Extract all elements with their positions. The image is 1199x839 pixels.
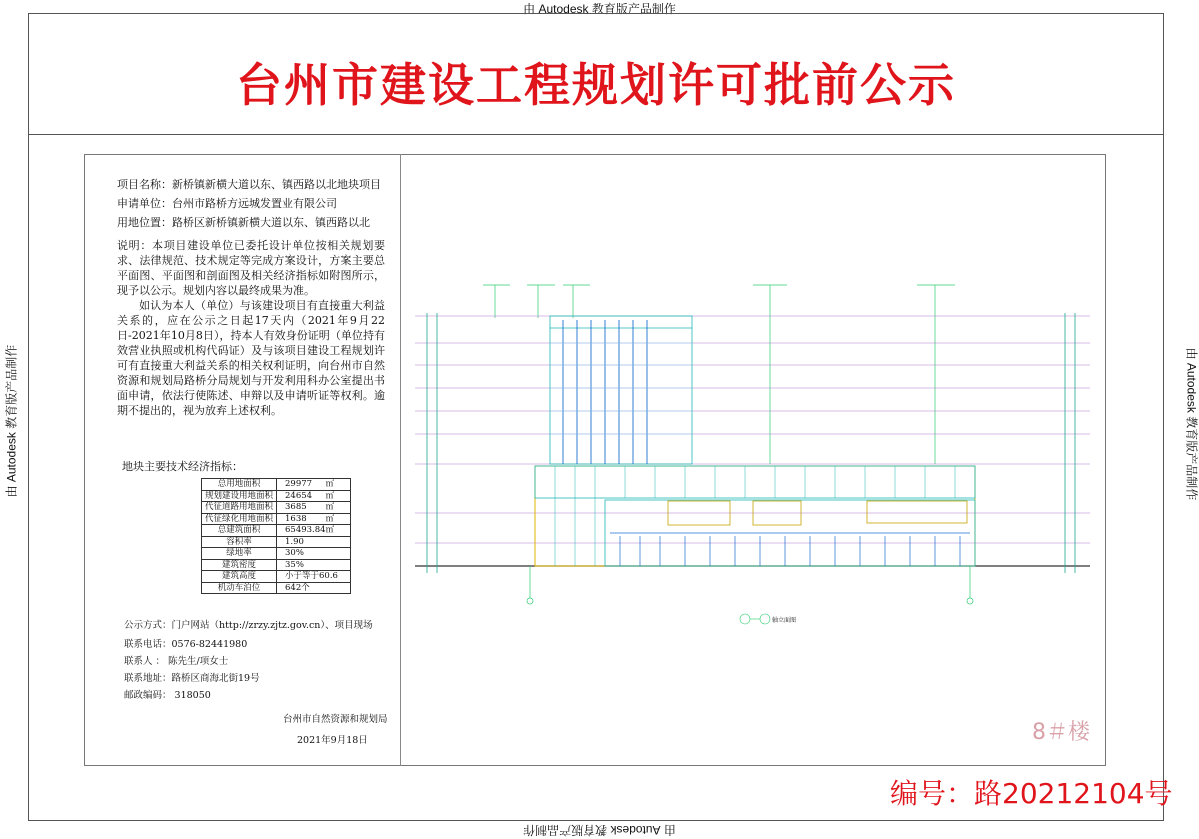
description-paragraph-2: 如认为本人（单位）与该建设项目有直接重大利益关系的，应在公示之日起17天内（2021年9月22日-2021年10月8日），持本人有效身份证明（单位持有效营业执照或机构代码证）及与该项目建设工程规划许可有直接重大利益关系的相关权利证明，向台州市自然资源和规划局路桥分局规划与开发利用科办公室提出书面申请，依法行使陈述、申辩以及申请听证等权利。逾期不提出的，视为放弃上述权利。 xyxy=(117,299,385,417)
applicant: 申请单位：台州市路桥方远城发置业有限公司 xyxy=(117,197,337,210)
indicator-value: 642个 xyxy=(277,582,351,594)
issuer: 台州市自然资源和规划局 xyxy=(283,714,388,725)
indicator-value: 29977 ㎡ xyxy=(277,479,351,491)
indicator-label: 绿地率 xyxy=(202,548,277,560)
table-row xyxy=(202,479,351,491)
notice-description xyxy=(117,238,385,418)
watermark-right: 由 Autodesk 教育版产品制作 xyxy=(1184,347,1199,501)
title-band xyxy=(28,13,1164,135)
postal-code: 邮政编码： 318050 xyxy=(124,690,211,701)
indicator-value: 30% xyxy=(277,548,351,560)
indicator-label: 容积率 xyxy=(202,536,277,548)
watermark-left: 由 Autodesk 教育版产品制作 xyxy=(4,344,19,498)
indicators-heading: 地块主要技术经济指标： xyxy=(122,460,243,473)
elevation-drawing xyxy=(405,268,1100,638)
contact-phone: 联系电话：0576-82441980 xyxy=(124,639,248,650)
drawing-caption: 轴立面图 xyxy=(772,617,797,624)
notice-title: 台州市建设工程规划许可批前公示 xyxy=(236,58,956,112)
issue-date: 2021年9月18日 xyxy=(297,735,368,746)
indicator-label: 总建筑面积 xyxy=(202,525,277,537)
publicity-method: 公示方式：门户网站（http://zrzy.zjtz.gov.cn）、项目现场 xyxy=(124,620,373,631)
contact-address: 联系地址：路桥区商海北街19号 xyxy=(124,673,260,684)
indicators-table xyxy=(201,478,351,594)
watermark-top: 由 Autodesk 教育版产品制作 xyxy=(523,2,676,16)
indicator-value: 65493.84㎡ xyxy=(277,525,351,537)
contact-person: 联系人 ： 陈先生/项女士 xyxy=(124,656,229,667)
indicator-label: 总用地面积 xyxy=(202,479,277,491)
indicator-label: 机动车泊位 xyxy=(202,582,277,594)
building-label: 8＃楼 xyxy=(1032,720,1090,745)
indicator-value: 35% xyxy=(277,559,351,571)
indicator-value: 小于等于60.6 xyxy=(277,571,351,583)
panel-divider xyxy=(400,154,401,766)
table-row xyxy=(202,536,351,548)
permit-number: 编号：路20212104号 xyxy=(890,777,1173,810)
table-row xyxy=(202,559,351,571)
indicator-label: 代征绿化用地面积 xyxy=(202,513,277,525)
indicator-value: 1638 ㎡ xyxy=(277,513,351,525)
indicator-label: 代征道路用地面积 xyxy=(202,502,277,514)
site-location: 用地位置：路桥区新桥镇新横大道以东、镇西路以北 xyxy=(117,216,370,229)
indicator-label: 建筑密度 xyxy=(202,559,277,571)
table-row xyxy=(202,502,351,514)
table-row xyxy=(202,582,351,594)
indicator-label: 建筑高度 xyxy=(202,571,277,583)
indicator-value: 3685 ㎡ xyxy=(277,502,351,514)
table-row xyxy=(202,490,351,502)
description-paragraph-1: 说明：本项目建设单位已委托设计单位按相关规划要求、法律规范、技术规定等完成方案设计，方案主要总平面图、平面图和剖面图及相关经济指标如附图所示，现予以公示。规划内容以最终成果为准。 xyxy=(117,239,385,297)
table-row xyxy=(202,548,351,560)
watermark-bottom: 由 Autodesk 教育版产品制作 xyxy=(523,823,676,837)
table-row xyxy=(202,525,351,537)
indicator-label: 规划建设用地面积 xyxy=(202,490,277,502)
indicator-value: 24654 ㎡ xyxy=(277,490,351,502)
table-row xyxy=(202,513,351,525)
project-name: 项目名称：新桥镇新横大道以东、镇西路以北地块项目 xyxy=(117,178,381,191)
table-row xyxy=(202,571,351,583)
indicator-value: 1.90 xyxy=(277,536,351,548)
